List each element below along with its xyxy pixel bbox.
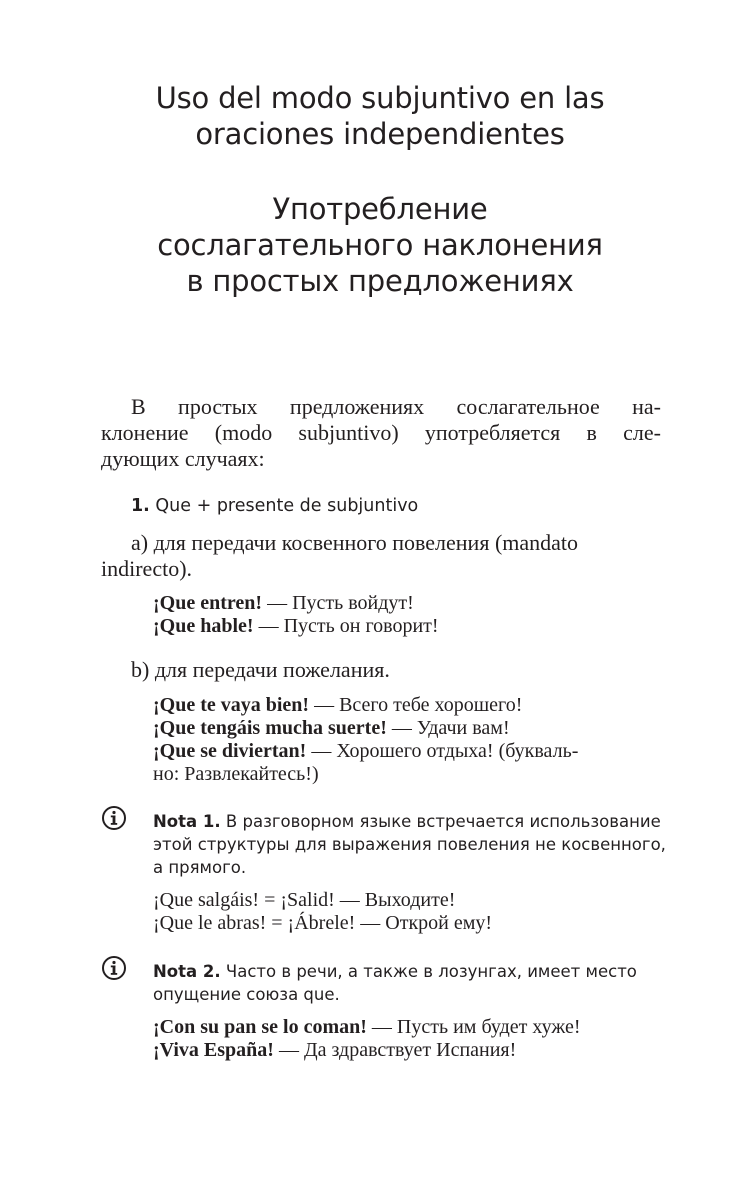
section-number: 1. — [131, 496, 150, 516]
example-russian: — Да здравствует Испания! — [273, 1039, 517, 1061]
example-spanish: ¡Viva España! — [153, 1039, 274, 1061]
example-row — [153, 717, 662, 740]
note-2-text — [153, 960, 663, 1006]
russian-title-line: Употребление — [272, 192, 488, 226]
note-line — [153, 810, 663, 833]
russian-title — [60, 191, 700, 299]
note-1-text — [153, 810, 666, 879]
example-row — [153, 615, 439, 638]
section-heading — [131, 494, 418, 518]
spanish-title-line: oraciones independientes — [195, 117, 565, 151]
example-russian: — Пусть им будет хуже! — [366, 1016, 581, 1038]
example-russian: — Всего тебе хорошего! — [309, 694, 523, 716]
note-line-text: Часто в речи, а также в лозунгах, имеет место — [220, 962, 637, 981]
example-row — [153, 1039, 580, 1062]
point-a-line: indirecto). — [101, 556, 193, 581]
note-line — [153, 960, 663, 983]
example-russian: — Удачи вам! — [386, 717, 510, 739]
note-1-examples — [153, 889, 492, 935]
point-a-line: а) для передачи косвенного повеления (mandato — [131, 530, 579, 555]
note-label: Nota 1. — [153, 812, 221, 831]
point-a-examples — [153, 592, 439, 638]
example-spanish: ¡Que hable! — [153, 615, 254, 637]
example-russian: — Пусть войдут! — [262, 592, 414, 614]
point-b-paragraph: b) для передачи пожелания. — [131, 657, 390, 682]
example-spanish: ¡Que se diviertan! — [153, 740, 307, 762]
note-line-text: В разговорном языке встречается использование — [220, 812, 661, 831]
example-russian: — Хорошего отдыха! (букваль- — [306, 740, 579, 762]
point-b-examples — [153, 694, 662, 786]
note-2-examples — [153, 1016, 580, 1062]
russian-title-line: в простых предложениях — [186, 264, 574, 298]
example-row: ¡Que le abras! = ¡Ábrele! — Открой ему! — [153, 912, 493, 934]
example-row — [153, 1016, 580, 1039]
point-a-paragraph — [101, 530, 661, 582]
example-row — [153, 740, 662, 763]
intro-line: клонение (modo subjuntivo) употребляется в сле- — [101, 420, 661, 445]
example-spanish: ¡Que te vaya bien! — [153, 694, 310, 716]
example-russian: — Пусть он говорит! — [253, 615, 439, 637]
intro-paragraph — [101, 394, 661, 472]
example-row — [153, 763, 662, 786]
info-icon — [101, 805, 127, 831]
note-line: а прямого. — [153, 858, 247, 877]
example-row: ¡Que salgáis! = ¡Salid! — Выходите! — [153, 889, 456, 911]
example-spanish: ¡Que entren! — [153, 592, 263, 614]
note-label: Nota 2. — [153, 962, 221, 981]
intro-line: В простых предложениях сослагательное на- — [131, 394, 661, 419]
example-row — [153, 592, 439, 615]
example-row — [153, 694, 662, 717]
spanish-title-line: Uso del modo subjuntivo en las — [155, 81, 605, 115]
note-line: этой структуры для выражения повеления не косвенного, — [153, 835, 666, 854]
intro-line: дующих случаях: — [101, 446, 265, 471]
example-spanish: ¡Con su pan se lo coman! — [153, 1016, 367, 1038]
spanish-title — [60, 80, 700, 152]
info-icon — [101, 955, 127, 981]
russian-title-line: сослагательного наклонения — [157, 228, 603, 262]
section-heading-text: Que + presente de subjuntivo — [155, 496, 419, 516]
note-line: опущение союза que. — [153, 985, 340, 1004]
example-russian: но: Развлекайтесь!) — [153, 763, 319, 785]
example-spanish: ¡Que tengáis mucha suerte! — [153, 717, 387, 739]
